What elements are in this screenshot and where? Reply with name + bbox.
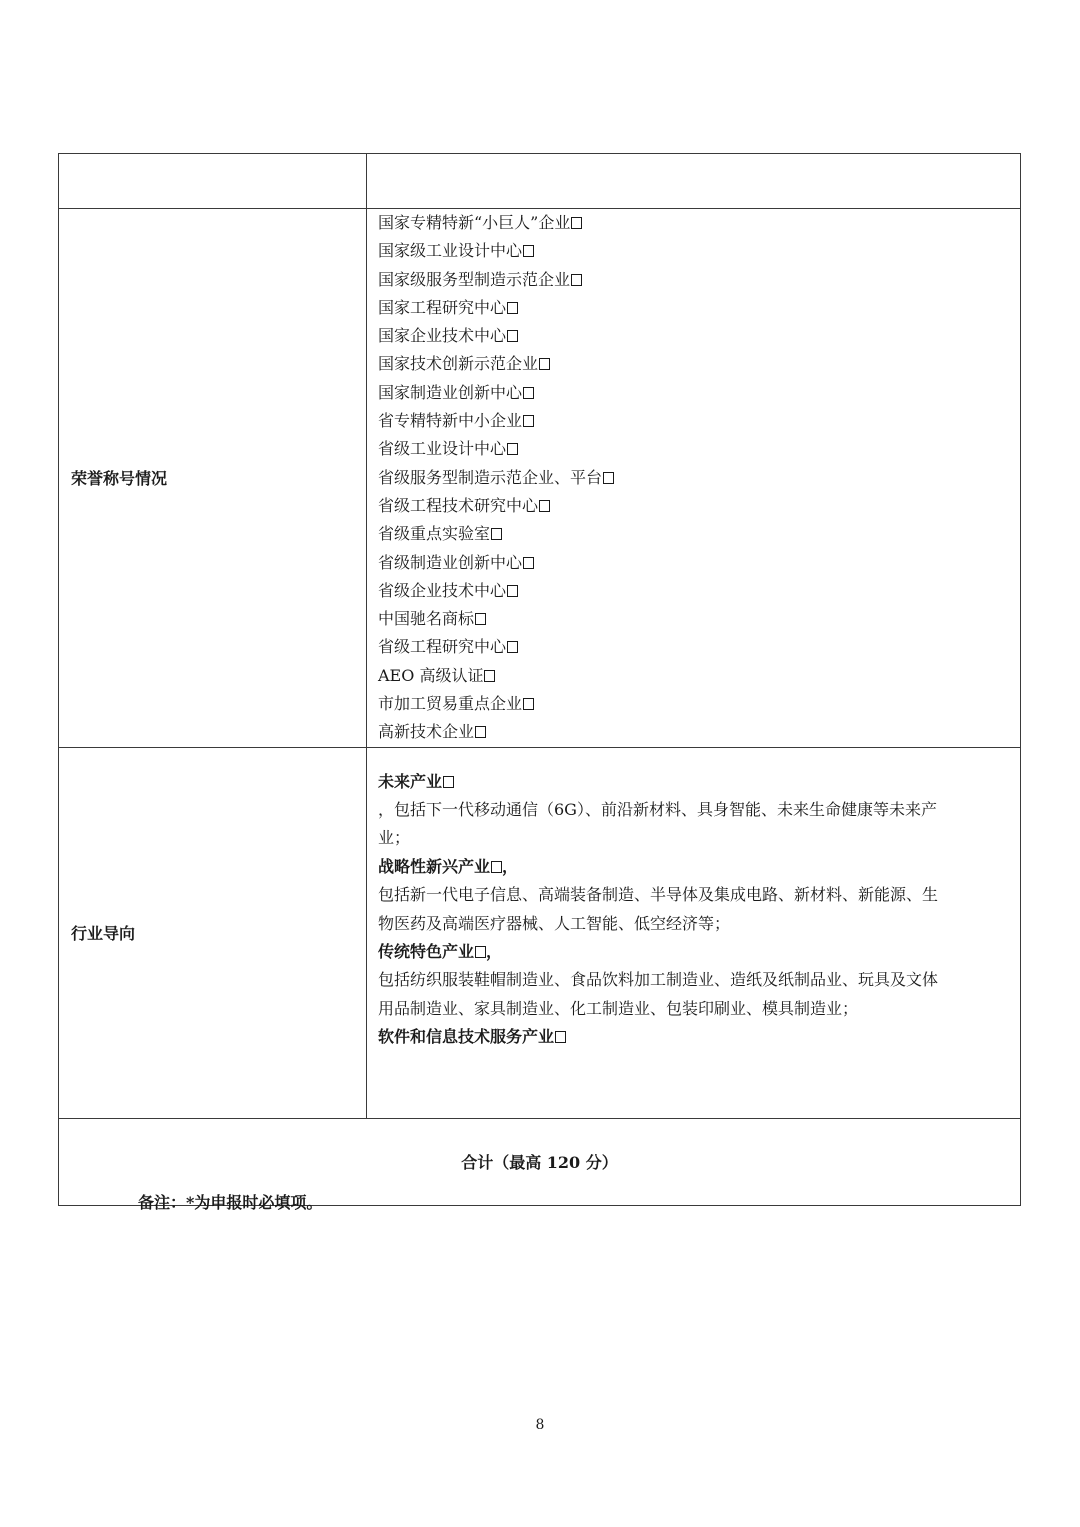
honor-item [378,209,1010,237]
industry-category-description: 用品制造业、家具制造业、化工制造业、包装印刷业、模具制造业； [378,998,859,1018]
industry-category-name: 未来产业 [378,771,443,791]
industry-category-name: 软件和信息技术服务产业 [378,1027,555,1047]
footnote: 备注：*为申报时必填项。 [138,1193,323,1212]
honor-item-label: 省级重点实验室 [378,524,491,544]
honor-item-label: AEO 高级认证 [378,665,484,685]
page-number: 8 [535,1417,545,1433]
checkbox-icon[interactable] [523,557,534,569]
industry-row [59,747,1021,1118]
industry-category [378,938,1010,966]
industry-category-description: ，包括下一代移动通信（6G）、前沿新材料、具身智能、未来生命健康等未来产 [378,800,937,820]
checkbox-icon[interactable] [539,500,550,512]
empty-right-cell [367,154,1021,209]
honor-item [378,718,1010,746]
honor-item [378,520,1010,548]
empty-left-cell [59,154,367,209]
honor-item-label: 国家技术创新示范企业 [378,354,539,374]
honor-item-label: 国家专精特新“小巨人”企业 [378,213,571,232]
industry-cell [367,747,1021,1118]
honor-item [378,322,1010,350]
honor-item [378,464,1010,492]
industry-category-description: 包括新一代电子信息、高端装备制造、半导体及集成电路、新材料、新能源、生 [378,885,939,905]
checkbox-icon[interactable] [507,585,518,597]
honor-item [378,690,1010,718]
honor-item-label: 省级工程研究中心 [378,637,507,657]
total-label: 合计（最高 120 分） [59,1118,1021,1205]
industry-label: 行业导向 [59,747,367,1118]
honor-item [378,435,1010,463]
checkbox-icon[interactable] [603,472,614,484]
honor-item-label: 国家级服务型制造示范企业 [378,269,571,289]
honor-item [378,492,1010,520]
checkbox-icon[interactable] [523,698,534,710]
industry-category-suffix: ， [502,856,519,876]
honor-item-label: 省级企业技术中心 [378,580,507,600]
industry-category [378,768,1010,796]
honor-item-label: 省级服务型制造示范企业、平台 [378,467,603,487]
honor-item-label: 中国驰名商标 [378,609,475,629]
score-table [58,153,1021,1206]
honor-item [378,549,1010,577]
checkbox-icon[interactable] [507,443,518,455]
industry-category [378,853,1010,881]
honor-item [378,662,1010,690]
checkbox-icon[interactable] [539,358,550,370]
industry-category-name: 战略性新兴产业 [378,856,491,876]
checkbox-icon[interactable] [523,415,534,427]
honor-item [378,407,1010,435]
checkbox-icon[interactable] [443,776,454,788]
honor-item [378,605,1010,633]
checkbox-icon[interactable] [571,217,582,229]
checkbox-icon[interactable] [491,528,502,540]
checkbox-icon[interactable] [475,946,486,958]
honor-item [378,350,1010,378]
checkbox-icon[interactable] [507,330,518,342]
checkbox-icon[interactable] [475,726,486,738]
honors-label: 荣誉称号情况 [59,209,367,748]
honor-item-label: 省级工程技术研究中心 [378,495,539,515]
checkbox-icon[interactable] [507,302,518,314]
honor-item-label: 国家工程研究中心 [378,297,507,317]
honor-item [378,633,1010,661]
honors-row [59,209,1021,748]
honor-item-label: 省级制造业创新中心 [378,552,523,572]
honor-item [378,266,1010,294]
honor-item-label: 国家企业技术中心 [378,326,507,346]
honor-item-label: 市加工贸易重点企业 [378,694,523,714]
checkbox-icon[interactable] [523,387,534,399]
honor-item-label: 国家制造业创新中心 [378,382,523,402]
honors-cell [367,209,1021,748]
checkbox-icon[interactable] [523,245,534,257]
industry-category-description: 物医药及高端医疗器械、人工智能、低空经济等； [378,913,731,933]
checkbox-icon[interactable] [475,613,486,625]
honor-item [378,237,1010,265]
honor-item-label: 省级工业设计中心 [378,439,507,459]
checkbox-icon[interactable] [571,274,582,286]
honor-item [378,379,1010,407]
honor-item [378,577,1010,605]
honor-item-label: 省专精特新中小企业 [378,411,523,431]
honor-item-label: 高新技术企业 [378,722,475,742]
empty-row [59,154,1021,209]
industry-category-description: 业； [378,828,411,848]
industry-category-description: 包括纺织服装鞋帽制造业、食品饮料加工制造业、造纸及纸制品业、玩具及文体 [378,970,939,990]
checkbox-icon[interactable] [507,641,518,653]
checkbox-icon[interactable] [555,1031,566,1043]
honor-item-label: 国家级工业设计中心 [378,241,523,261]
industry-category-suffix: ， [486,942,503,962]
checkbox-icon[interactable] [491,861,502,873]
honors-list [378,209,1010,747]
industry-category-name: 传统特色产业 [378,942,475,962]
honor-item [378,294,1010,322]
industry-category [378,1023,1010,1051]
checkbox-icon[interactable] [484,670,495,682]
industry-list [378,768,1010,1052]
